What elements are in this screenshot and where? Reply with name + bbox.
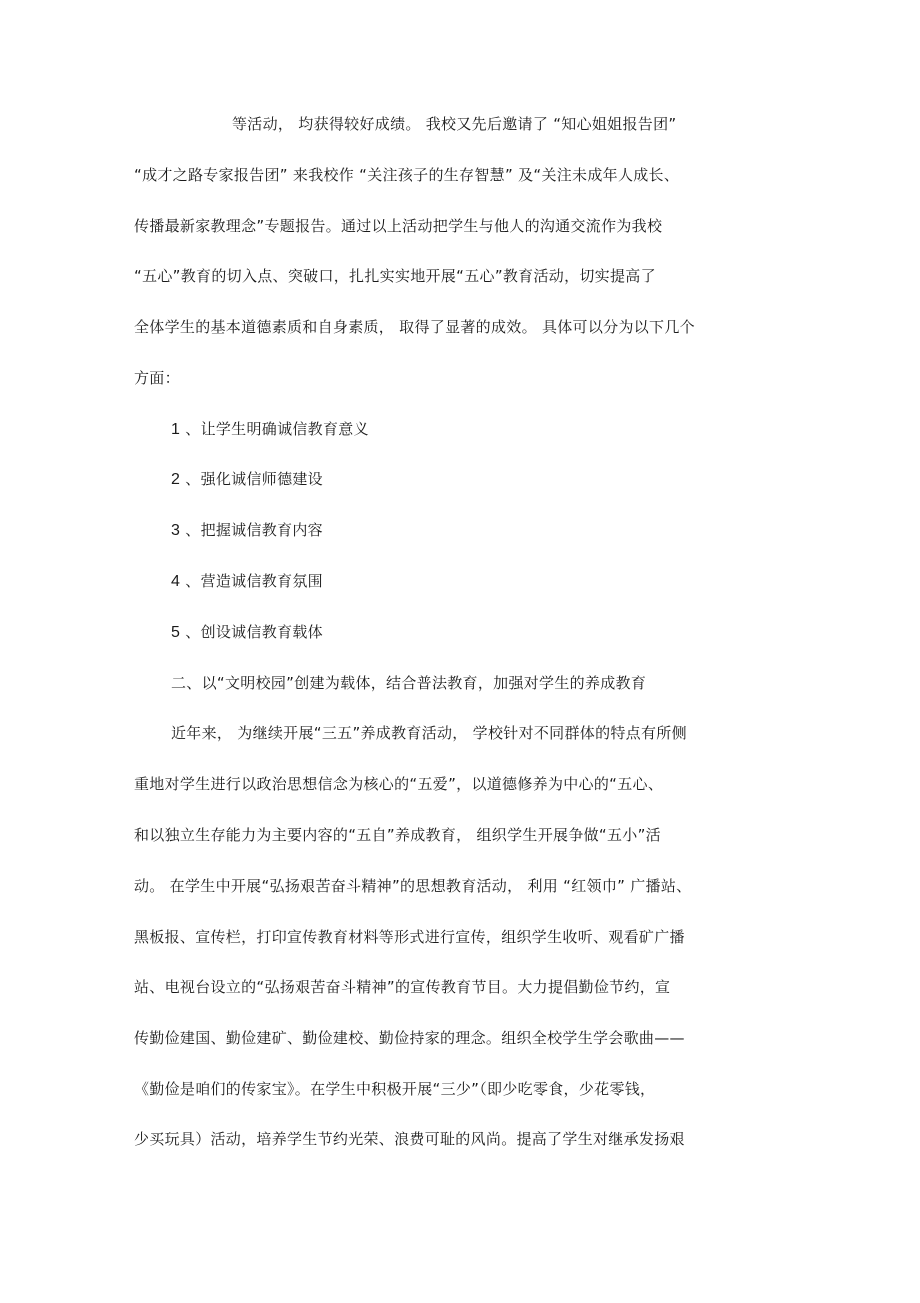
paragraph-line: “成才之路专家报告团” 来我校作 “关注孩子的生存智慧” 及“关注未成年人成长、 [134, 166, 680, 184]
list-item-number: 3 [171, 522, 181, 539]
paragraph-line: 全体学生的基本道德素质和自身素质， 取得了显著的成效。 具体可以分为以下几个 [134, 318, 695, 336]
list-item-number: 4 [171, 573, 181, 590]
paragraph-line: 方面： [134, 369, 180, 387]
paragraph-line: 少买玩具）活动，培养学生节约光荣、浪费可耻的风尚。提高了学生对继承发扬艰 [134, 1130, 685, 1148]
paragraph-line: 传勤俭建国、勤俭建矿、勤俭建校、勤俭持家的理念。组织全校学生学会歌曲—— [134, 1029, 685, 1047]
paragraph-line: 黑板报、宣传栏，打印宣传教育材料等形式进行宣传，组织学生收听、观看矿广播 [134, 928, 685, 946]
paragraph-line: 和以独立生存能力为主要内容的“五自”养成教育， 组织学生开展争做“五小”活 [134, 826, 661, 844]
list-item-number: 2 [171, 471, 181, 488]
list-item-text: 、强化诚信师德建设 [185, 470, 323, 488]
paragraph-line: 重地对学生进行以政治思想信念为核心的“五爱”，以道德修养为中心的“五心、 [134, 775, 664, 793]
list-item-text: 、把握诚信教育内容 [185, 521, 323, 539]
paragraph-line: 传播最新家教理念”专题报告。通过以上活动把学生与他人的沟通交流作为我校 [134, 217, 663, 235]
paragraph-line: 近年来， 为继续开展“三五”养成教育活动， 学校针对不同群体的特点有所侧 [171, 724, 687, 742]
paragraph-line: 《勤俭是咱们的传家宝》。在学生中积极开展“三少”（即少吃零食，少花零钱， [134, 1080, 656, 1098]
list-item [171, 622, 323, 643]
paragraph-line: “五心”教育的切入点、突破口，扎扎实实地开展“五心”教育活动，切实提高了 [134, 267, 656, 285]
paragraph-line: 等活动， 均获得较好成绩。 我校又先后邀请了 “知心姐姐报告团” [232, 115, 677, 133]
section-heading: 二、以“文明校园”创建为载体，结合普法教育，加强对学生的养成教育 [171, 674, 647, 692]
list-item-number: 1 [171, 421, 181, 438]
list-item-number: 5 [171, 624, 181, 641]
list-item-text: 、让学生明确诚信教育意义 [185, 420, 369, 438]
list-item-text: 、创设诚信教育载体 [185, 623, 323, 641]
list-item [171, 419, 369, 440]
list-item [171, 571, 323, 592]
paragraph-line: 动。 在学生中开展“弘扬艰苦奋斗精神”的思想教育活动， 利用 “红领巾” 广播站、 [134, 877, 692, 895]
list-item [171, 469, 323, 490]
list-item-text: 、营造诚信教育氛围 [185, 572, 323, 590]
list-item [171, 520, 323, 541]
paragraph-line: 站、电视台设立的“弘扬艰苦奋斗精神”的宣传教育节目。大力提倡勤俭节约，宣 [134, 978, 671, 996]
